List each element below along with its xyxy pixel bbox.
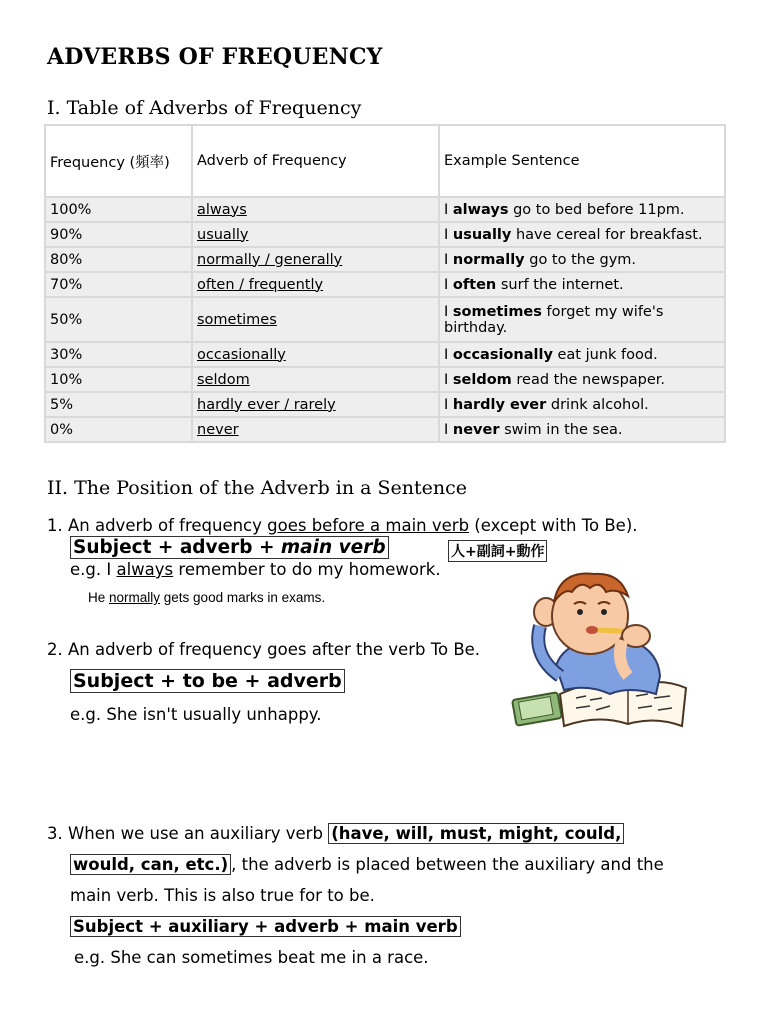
table-header-row — [45, 125, 725, 197]
table-row — [45, 222, 725, 247]
header-frequency: Frequency (頻率) — [45, 125, 192, 197]
table-row — [45, 247, 725, 272]
rule-3-line-2: would, can, etc.) , the adverb is placed between the auxiliary and the — [70, 855, 664, 874]
adverb-cell: never — [192, 417, 439, 442]
rule-1-example-2: He normally gets good marks in exams. — [88, 590, 326, 605]
frequency-cell: 10% — [45, 367, 192, 392]
example-cell: I never swim in the sea. — [439, 417, 725, 442]
adverbs-table — [44, 124, 726, 443]
frequency-cell: 50% — [45, 297, 192, 342]
example-cell: I usually have cereal for breakfast. — [439, 222, 725, 247]
rule-2-formula: Subject + to be + adverb — [70, 669, 345, 693]
header-adverb: Adverb of Frequency — [192, 125, 439, 197]
frequency-cell: 100% — [45, 197, 192, 222]
rule-3-line-3: main verb. This is also true for to be. — [70, 886, 375, 905]
frequency-cell: 80% — [45, 247, 192, 272]
table-row — [45, 417, 725, 442]
frequency-cell: 5% — [45, 392, 192, 417]
table-row — [45, 272, 725, 297]
rule-2-example: e.g. She isn't usually unhappy. — [70, 705, 322, 724]
adverb-cell: usually — [192, 222, 439, 247]
example-cell: I always go to bed before 11pm. — [439, 197, 725, 222]
rule-3-auxiliaries-box-2: would, can, etc.) — [70, 854, 231, 875]
frequency-cell: 70% — [45, 272, 192, 297]
section-heading-table: I. Table of Adverbs of Frequency — [47, 97, 362, 119]
frequency-cell: 30% — [45, 342, 192, 367]
example-cell: I sometimes forget my wife's birthday. — [439, 297, 725, 342]
example-cell: I hardly ever drink alcohol. — [439, 392, 725, 417]
rule-1-chinese: 人+副詞+動作 — [448, 540, 547, 562]
rule-1-text: 1. An adverb of frequency goes before a main verb (except with To Be). — [47, 516, 638, 535]
example-cell: I seldom read the newspaper. — [439, 367, 725, 392]
table-row — [45, 342, 725, 367]
rule-3-line-1: 3. When we use an auxiliary verb (have, will, must, might, could, — [47, 824, 624, 843]
rule-3-formula: Subject + auxiliary + adverb + main verb — [70, 916, 461, 937]
header-example: Example Sentence — [439, 125, 725, 197]
adverb-cell: normally / generally — [192, 247, 439, 272]
adverb-cell: hardly ever / rarely — [192, 392, 439, 417]
rule-1-formula: Subject + adverb + main verb — [70, 536, 389, 559]
calculator-icon — [512, 692, 562, 726]
example-cell: I occasionally eat junk food. — [439, 342, 725, 367]
table-row — [45, 297, 725, 342]
section-heading-position: II. The Position of the Adverb in a Sentence — [47, 477, 468, 499]
adverb-cell: occasionally — [192, 342, 439, 367]
rule-2-text: 2. An adverb of frequency goes after the verb To Be. — [47, 640, 481, 659]
page-title: ADVERBS OF FREQUENCY — [47, 44, 383, 70]
rule-3-auxiliaries-box-1: (have, will, must, might, could, — [328, 823, 624, 844]
table-row — [45, 367, 725, 392]
adverb-cell: often / frequently — [192, 272, 439, 297]
rule-3-example: e.g. She can sometimes beat me in a race. — [74, 948, 429, 967]
table-row — [45, 197, 725, 222]
adverb-cell: always — [192, 197, 439, 222]
example-cell: I often surf the internet. — [439, 272, 725, 297]
adverb-cell: sometimes — [192, 297, 439, 342]
student-studying-illustration — [510, 566, 690, 731]
rule-1-example: e.g. I always remember to do my homework. — [70, 560, 441, 579]
adverb-cell: seldom — [192, 367, 439, 392]
table-row — [45, 392, 725, 417]
frequency-cell: 90% — [45, 222, 192, 247]
example-cell: I normally go to the gym. — [439, 247, 725, 272]
frequency-cell: 0% — [45, 417, 192, 442]
